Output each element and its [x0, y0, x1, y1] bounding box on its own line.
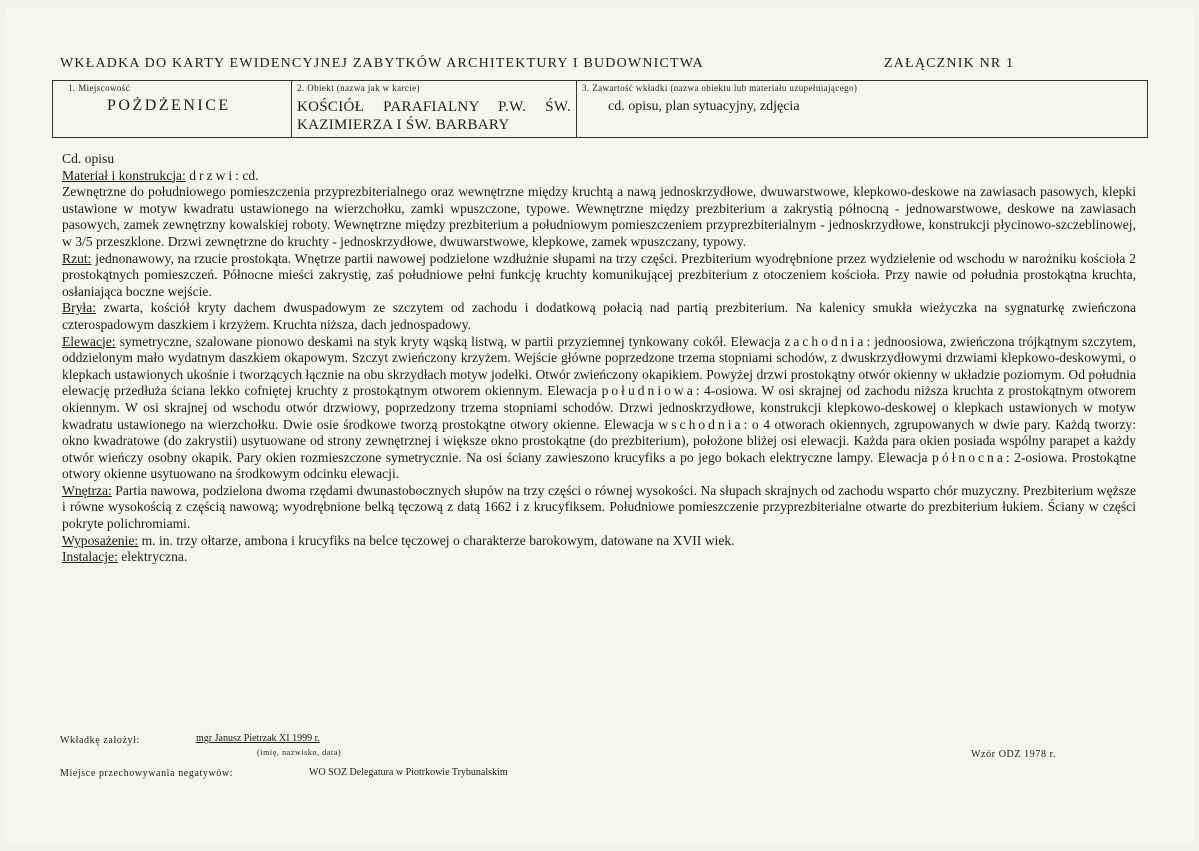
rzut-paragraph [62, 251, 1136, 301]
elewacje-north: północna [932, 449, 1006, 465]
material-heading-line [62, 168, 1136, 185]
material-paragraph: Zewnętrzne do południowego pomieszczenia przyprezbiterialnego oraz wewnętrzne między kruchtą a nawą jednoskrzydłowe, dwuwarstwowe, klepkowo-deskowe na zawiasach pasowych, klepki ustawione w motyw kwadratu ustawionego na wierzchołku, zamki wpuszczone, typowe. Wewnętrzne między prezbiterium a zakrystią północną - jednowarstwowe, deskowe na zawiasach pasowych, zamek zewnętrzny kowalskiej roboty. Wewnętrzne między prezbiterium a południowym pomieszczeniem przyprezbiterialnym - jednoskrzydłowe, konstrukcji płycinowo-szczeblinowej, w 3/5 przeszklone. Drzwi zewnętrzne do kruchty - jednoskrzydłowe, dwuwarstwowe, klepkowe, zamek wpuszczany, typowy. [62, 184, 1136, 249]
created-by-label: Wkładkę założył: [60, 735, 140, 746]
doors-word: drzwi [189, 167, 236, 183]
elewacje-west: zachodnia [784, 333, 867, 349]
rzut-label: Rzut: [62, 250, 92, 266]
wyposazenie-text: m. in. trzy ołtarze, ambona i krucyfiks na belce tęczowej o charakterze barokowym, datowane na XVII wiek. [138, 532, 735, 548]
content-caption: 3. Zawartość wkładki (nazwa obiektu lub materiału uzupełniającego) [582, 83, 858, 93]
elewacje-text: : 2-osiowa. Prostokątne otwory okienne usytuowano na środkowym odcinku elewacji. [62, 449, 1136, 482]
elewacje-text: : o 4 otworach okiennych, zgrupowanych w dwie pary. Każdą tworzy: okno kwadratowe (do zakrystii) usytuowane od strony zewnętrznej i większe okno prostokątne (do prezbiterium), położone bliżej osi elewacji. Każda para okien posiada wspólny parapet a każdy otwór wieńczy osobny okapik. Pary okien rozmieszczone symetrycznie. Na osi ściany zawieszono krucyfiks a po jego bokach elektryczne lampy. Elewacja [62, 416, 1136, 465]
location-value: POŻDŻENICE [107, 97, 231, 114]
description-body [62, 151, 1136, 566]
object-caption: 2. Obiekt (nazwa jak w karcie) [297, 83, 420, 93]
wyposazenie-paragraph [62, 533, 1136, 550]
material-label: Materiał i konstrukcja: [62, 167, 186, 183]
annex-number: ZAŁĄCZNIK NR 1 [884, 56, 1015, 71]
elewacje-text: symetryczne, szalowane pionowo deskami na styk kryty wąską listwą, w partii przyziemnej tynkowany cokół. Elewacja [115, 333, 785, 349]
bryla-paragraph [62, 300, 1136, 333]
created-by-value: mgr Janusz Pietrzak XI 1999 r. [196, 733, 320, 744]
table-top-rule [52, 80, 1148, 81]
rzut-text: jednonawowy, na rzucie prostokąta. Wnętrze partii nawowej podzielone wzdłużnie słupami na trzy części. Prezbiterium wyodrębnione przez wydzielenie od wschodu w narożniku kościoła 2 prostokątnych pomieszczeń. Północne mieści zakrystię, zaś południowe pełni funkcję kruchty komunikującej prezbiterium z otoczeniem kościoła. Przy nawie od południa prostokątna kruchta, osłaniająca boczne wejście. [62, 250, 1136, 299]
intro-line: Cd. opisu [62, 151, 115, 166]
content-value: cd. opisu, plan sytuacyjny, zdjęcia [608, 99, 800, 114]
instalacje-label: Instalacje: [62, 549, 118, 565]
negatives-value: WO SOZ Delegatura w Piotrkowie Trybunalskim [309, 767, 508, 778]
table-divider [576, 80, 577, 137]
table-divider [52, 80, 53, 137]
table-divider [1147, 80, 1148, 137]
wyposazenie-label: Wyposażenie: [62, 532, 139, 548]
elewacje-paragraph [62, 334, 1136, 483]
table-bottom-rule [52, 137, 1148, 138]
created-by-hint: (imię, nazwisko, data) [257, 748, 342, 757]
wnetrza-paragraph [62, 483, 1136, 533]
wnetrza-label: Wnętrza: [62, 482, 112, 498]
document-title: WKŁADKA DO KARTY EWIDENCYJNEJ ZABYTKÓW ARCHITEKTURY I BUDOWNICTWA [60, 56, 704, 71]
bryla-text: zwarta, kościół kryty dachem dwuspadowym ze szczytem od zachodu i dodatkową połacią nad partią prezbiterium. Na kalenicy smukła wieżyczka na sygnaturkę zwieńczona czterospadowym daszkiem i krzyżem. Kruchta niższa, dach jednospadowy. [62, 300, 1136, 332]
table-divider [291, 80, 292, 137]
elewacje-text: : jednoosiowa, zwieńczona trójkątnym szczytem, oddzielonym mało wydatnym daszkiem okapowym. Szczyt zwieńczony krzyżem. Wejście główne poprzedzone trzema stopniami schodów, z dwuskrzydłowymi drzwiami klepkowo-deskowymi, o klepkach ustawionych ukośnie i tworzących łącznie na obu skrzydłach motyw jodełki. Otwór zwieńczony okapikiem. Powyżej drzwi prostokątny otwór okienny w układzie poziomym. Od południa elewację przedłuża ściana lekko cofniętej kruchty z prostokątnym otworem okiennym. Elewacja [62, 333, 1137, 399]
bryla-label: Bryła: [62, 300, 96, 316]
elewacje-east: wschodnia [658, 416, 744, 432]
elewacje-text: : 4-osiowa. W osi skrajnej od zachodu niższa kruchta z prostokątnym otworem okiennym. W osi skrajnej od wschodu otwór drzwiowy, poprzedzony trzema stopniami schodów. Drzwi jednoskrzydłowe, konstrukcji klepkowo-deskowej o klepkach ustawionych w motyw kwadratu ustawionego na wierzchołku. Dwie osie środkowe tworzą prostokątne otwory okienne. Elewacja [62, 383, 1136, 432]
location-caption: 1. Miejscowość [68, 83, 131, 93]
object-value: KOŚCIÓŁ PARAFIALNY P.W. ŚW. KAZIMIERZA I ŚW. BARBARY [297, 99, 571, 133]
form-version: Wzór ODZ 1978 r. [971, 749, 1057, 760]
elewacje-label: Elewacje: [62, 333, 116, 349]
instalacje-paragraph [62, 549, 1136, 566]
negatives-label: Miejsce przechowywania negatywów: [60, 768, 234, 779]
wnetrza-text: Partia nawowa, podzielona dwoma rzędami dwunastobocznych słupów na trzy części o równej wysokości. Na słupach skrajnych od zachodu wsparto chór muzyczny. Prezbiterium węższe i równe wysokością z częścią nawową; wyodrębnione belką tęczową z datą 1662 i z krucyfiksem. Południowe pomieszczenie przyprezbiterialne otwarte do prezbiterium łukiem. Ściany w części pokryte polichromiami. [62, 482, 1136, 532]
instalacje-text: elektryczna. [117, 549, 188, 565]
elewacje-south: południowa [601, 383, 696, 399]
doors-cd: : cd. [235, 167, 259, 183]
